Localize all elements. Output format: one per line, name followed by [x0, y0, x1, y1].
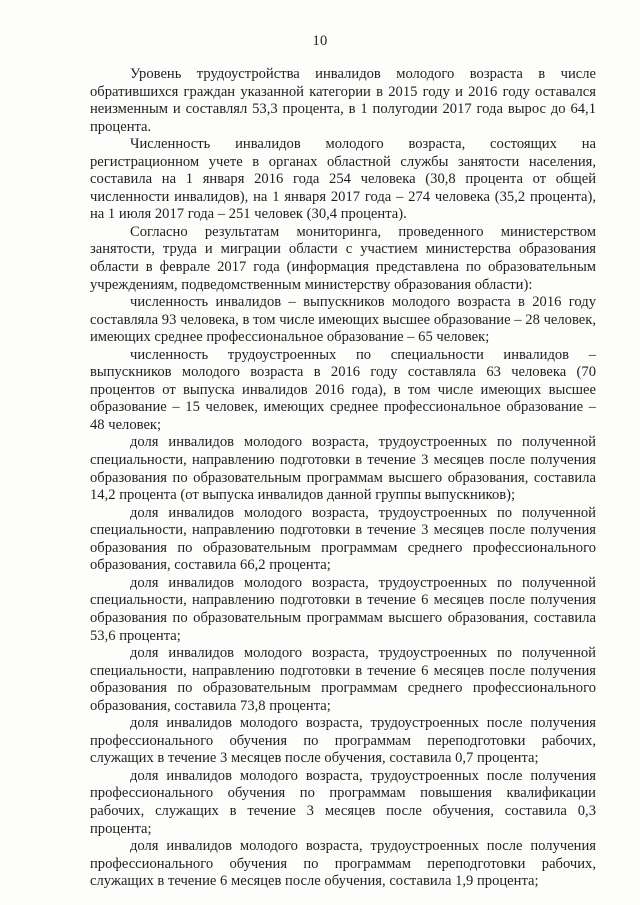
page-number: 10	[312, 33, 328, 49]
paragraph-graduates-count: численность инвалидов – выпускников молодого возраста в 2016 году составляла 93 человека, в том числе имеющих высшее образование – 28 человек, имеющих среднее профессиональное образование – 65 человек;	[90, 294, 596, 346]
paragraph-share-6m-retraining: доля инвалидов молодого возраста, трудоустроенных после получения профессионального обучения по программам переподготовки рабочих, служащих в течение 6 месяцев после обучения, составила 1,9 процента;	[90, 838, 596, 890]
document-body	[90, 66, 596, 891]
paragraph-employment-level: Уровень трудоустройства инвалидов молодого возраста в числе обратившихся граждан указанной категории в 2015 году и 2016 году оставался неизменным и составлял 53,3 процента, в 1 полугодии 2017 года вырос до 64,1 процента.	[90, 66, 596, 135]
paragraph-registered-count: Численность инвалидов молодого возраста, состоящих на регистрационном учете в органах областной службы занятости населения, составила на 1 января 2016 года 254 человека (30,8 процента от общей численности инвалидов), на 1 января 2017 года – 274 человека (35,2 процента), на 1 июля 2017 года – 251 человек (30,4 процента).	[90, 136, 596, 223]
paragraph-share-3m-retraining: доля инвалидов молодого возраста, трудоустроенных после получения профессионального обучения по программам переподготовки рабочих, служащих в течение 3 месяцев после обучения, составила 0,7 процента;	[90, 715, 596, 767]
paragraph-share-3m-qualification: доля инвалидов молодого возраста, трудоустроенных после получения профессионального обучения по программам повышения квалификации рабочих, служащих в течение 3 месяцев после обучения, составила 0,3 процента;	[90, 767, 596, 837]
paragraph-employed-graduates: численность трудоустроенных по специальности инвалидов – выпускников молодого возраста в 2016 году составляла 63 человека (70 процентов от выпуска инвалидов 2016 года), в том числе имеющих высшее образование – 15 человек, имеющих среднее профессиональное образование – 48 человек;	[90, 346, 596, 433]
paragraph-share-3m-higher: доля инвалидов молодого возраста, трудоустроенных по полученной специальности, направлению подготовки в течение 3 месяцев после получения образования по образовательным программам высшего образования, составила 14,2 процента (от выпуска инвалидов данной группы выпускников);	[90, 434, 596, 504]
paragraph-monitoring-intro: Согласно результатам мониторинга, проведенного министерством занятости, труда и миграции области с участием министерства образования области в феврале 2017 года (информация представлена по образовательным учреждениям, подведомственным министерству образования области):	[90, 223, 596, 293]
paragraph-share-6m-secondary: доля инвалидов молодого возраста, трудоустроенных по полученной специальности, направлению подготовки в течение 6 месяцев после получения образования по образовательным программам среднего профессионального образования, составила 73,8 процента;	[90, 645, 596, 714]
paragraph-share-6m-higher: доля инвалидов молодого возраста, трудоустроенных по полученной специальности, направлению подготовки в течение 6 месяцев после получения образования по образовательным программам высшего образования, составила 53,6 процента;	[90, 574, 596, 644]
paragraph-share-3m-secondary: доля инвалидов молодого возраста, трудоустроенных по полученной специальности, направлению подготовки в течение 3 месяцев после получения образования по образовательным программам среднего профессионального образования, составила 66,2 процента;	[90, 504, 596, 574]
